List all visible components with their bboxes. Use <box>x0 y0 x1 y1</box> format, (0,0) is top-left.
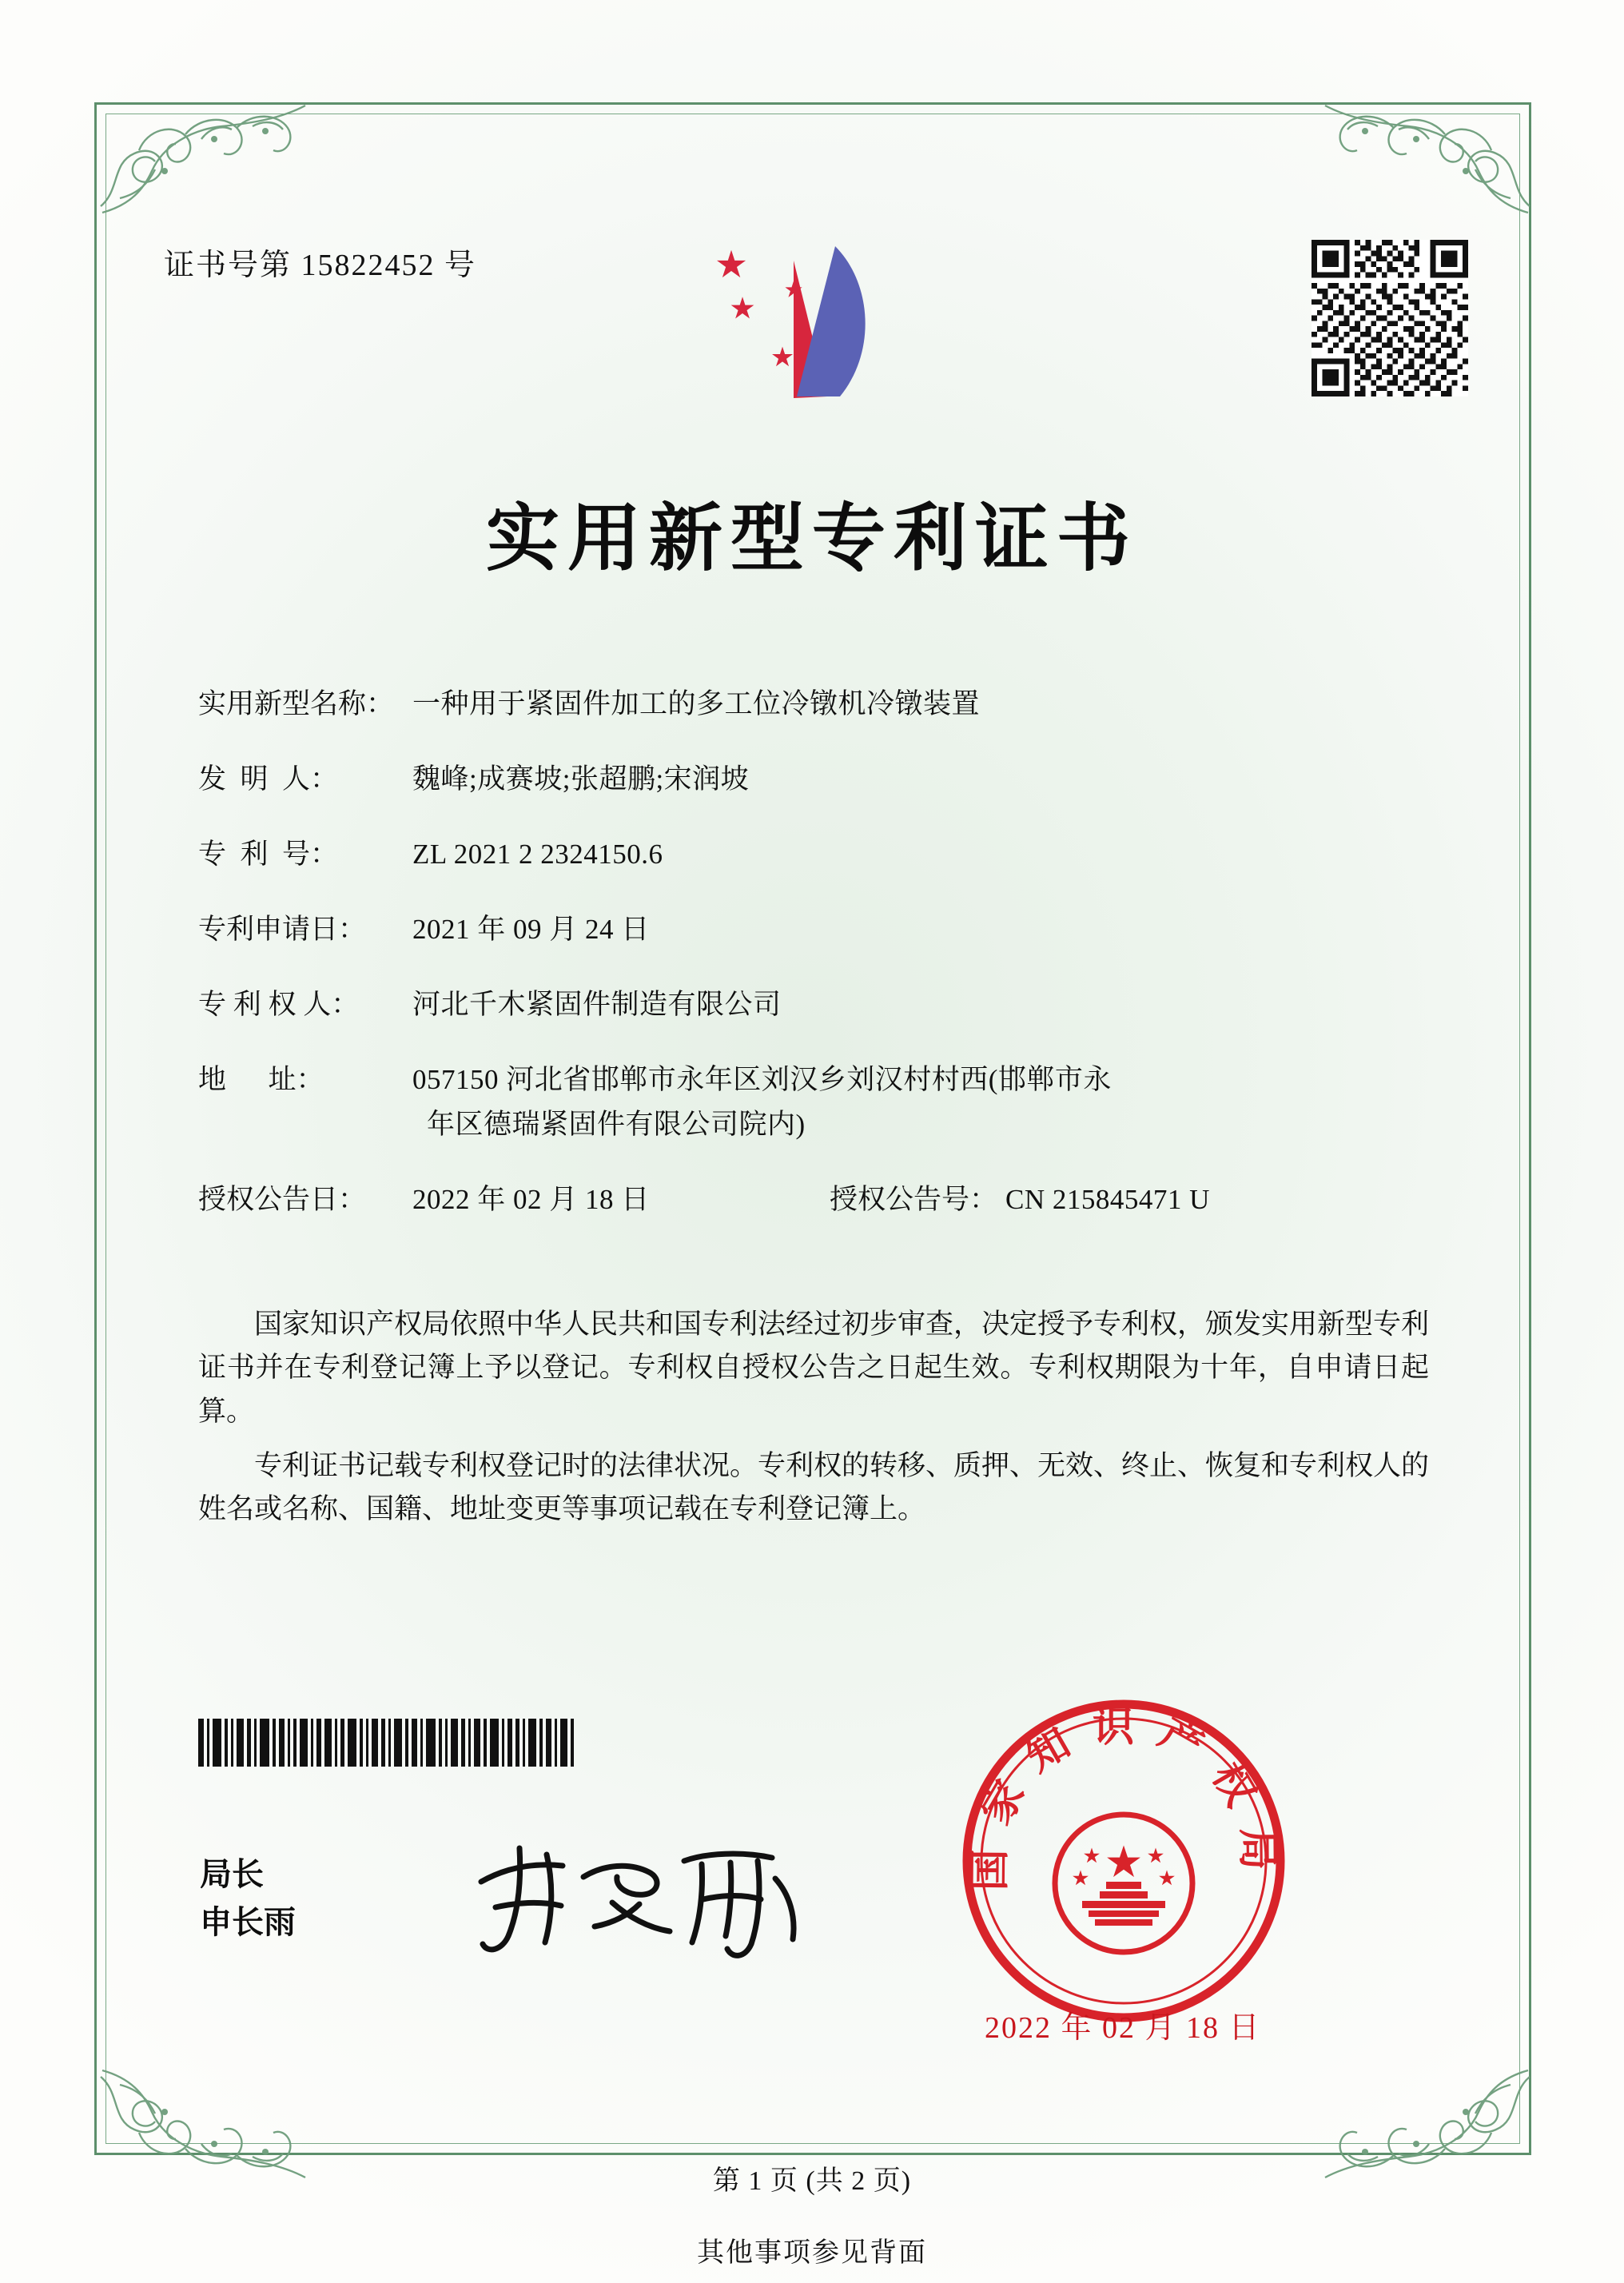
legal-paragraph-2: 专利证书记载专利权登记时的法律状况。专利权的转移、质押、无效、终止、恢复和专利权人的姓名或名称、国籍、地址变更等事项记载在专利登记簿上。 <box>198 1449 1430 1524</box>
director-name-label: 申长雨 <box>200 1904 296 1940</box>
field-value: 2021 年 09 月 24 日 <box>412 914 650 945</box>
seal-date: 2022 年 02 月 18 日 <box>985 2011 1261 2045</box>
field-row-utility-model-name <box>198 687 1429 721</box>
field-row-inventors <box>198 763 1429 796</box>
svg-text:国家知识产权局: 国家知识产权局 <box>965 1703 1283 1891</box>
grant-date-label: 授权公告日： <box>198 1184 367 1215</box>
field-label: 实用新型名称： <box>198 688 395 719</box>
director-role-label: 局长 <box>200 1856 264 1892</box>
legal-paragraph-1: 国家知识产权局依照中华人民共和国专利法经过初步审查，决定授予专利权，颁发实用新型专利证书并在专利登记簿上予以登记。专利权自授权公告之日起生效。专利权期限为十年，自申请日起算。 <box>198 1309 1430 1427</box>
corner-flourish-icon <box>96 94 312 214</box>
page-number: 第 1 页 (共 2 页) <box>712 2166 912 2196</box>
official-seal <box>956 1693 1292 2029</box>
grant-date-value: 2022 年 02 月 18 日 <box>412 1184 650 1215</box>
field-value: 河北千木紧固件制造有限公司 <box>412 989 782 1020</box>
address-line-2: 年区德瑞紧固件有限公司院内) <box>427 1109 806 1140</box>
field-value-address <box>412 1063 1429 1142</box>
field-value: 一种用于紧固件加工的多工位冷镦机冷镦装置 <box>412 688 981 719</box>
address-line-1: 057150 河北省邯郸市永年区刘汉乡刘汉村村西(邯郸市永 <box>412 1064 1112 1095</box>
legal-text-block <box>198 1303 1429 1542</box>
field-row-address <box>198 1063 1429 1142</box>
patent-office-logo-icon <box>675 232 931 424</box>
certificate-number: 证书号第 15822452 号 <box>164 249 477 282</box>
field-label: 发 明 人： <box>198 763 339 795</box>
handwritten-signature-icon <box>464 1831 815 1966</box>
qr-code <box>1312 240 1468 396</box>
field-row-application-date <box>198 913 1429 946</box>
field-row-patentee <box>198 988 1429 1022</box>
signature-block <box>200 1851 296 1946</box>
field-list <box>198 687 1429 1244</box>
field-label: 专 利 号： <box>198 839 339 870</box>
corner-flourish-icon <box>1319 94 1534 214</box>
field-row-patent-number <box>198 838 1429 871</box>
field-label: 地 址： <box>198 1064 324 1095</box>
field-label: 专利申请日： <box>198 914 367 945</box>
page-title: 实用新型专利证书 <box>485 495 1138 581</box>
field-value: 魏峰;成赛坡;张超鹏;宋润坡 <box>412 763 750 795</box>
field-value: ZL 2021 2 2324150.6 <box>412 839 663 870</box>
field-row-grant-announcement <box>198 1183 1429 1217</box>
grant-number-label: 授权公告号： <box>830 1184 998 1215</box>
field-label: 专 利 权 人： <box>198 989 360 1020</box>
footer-note: 其他事项参见背面 <box>697 2238 927 2268</box>
grant-number-value: CN 215845471 U <box>1005 1184 1210 1215</box>
barcode <box>198 1719 622 1767</box>
